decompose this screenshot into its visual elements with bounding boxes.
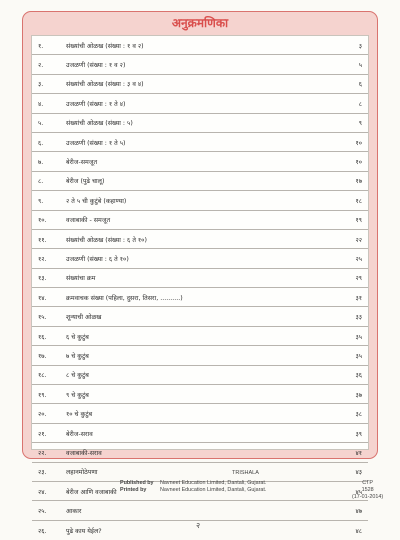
- row-topic: वजाबाकी-सराव: [66, 449, 102, 457]
- row-number: १६.: [38, 333, 47, 341]
- row-page: ४१: [355, 449, 362, 457]
- row-page: ३५: [355, 333, 362, 341]
- row-topic: उजळणी (संख्या : १ व २): [66, 62, 126, 70]
- row-number: २१.: [38, 430, 47, 438]
- table-row: [32, 404, 368, 423]
- row-page: २५: [355, 255, 362, 263]
- row-number: २५.: [38, 508, 47, 516]
- row-topic: २ ते ५ ची कुटुंबे (कहाण्या): [66, 197, 127, 205]
- row-number: २३.: [38, 469, 47, 477]
- row-number: ६.: [38, 139, 44, 147]
- row-topic: संख्यांची ओळख (संख्या : १ व २): [66, 42, 144, 50]
- row-topic: बेरीज-समजूत: [66, 159, 98, 167]
- row-number: १०.: [38, 217, 47, 225]
- table-row: [32, 172, 368, 191]
- table-row: [32, 385, 368, 404]
- row-number: १७.: [38, 352, 47, 360]
- ctp-date: (17-01-2014): [352, 494, 384, 500]
- table-row: [32, 288, 368, 307]
- row-page: ३५: [355, 352, 362, 360]
- published-label: Published by: [120, 480, 154, 486]
- row-page: १८: [355, 197, 362, 205]
- row-number: १८.: [38, 372, 47, 380]
- ctp-label: CTP: [362, 480, 373, 486]
- published-value: Navneet Education Limited, Dantali, Gujarat.: [160, 480, 267, 486]
- table-row: [32, 152, 368, 171]
- row-topic: शून्याची ओळख: [66, 314, 102, 322]
- row-topic: ६ चे कुटुंब: [66, 333, 89, 341]
- row-page: ४३: [355, 469, 362, 477]
- row-topic: ८ चे कुटुंब: [66, 372, 89, 380]
- ctp-number: 1528: [361, 487, 374, 493]
- page-number: २: [196, 521, 201, 530]
- row-topic: उजळणी (संख्या : १ ते ५): [66, 139, 126, 147]
- row-number: १५.: [38, 314, 47, 322]
- row-page: ३८: [355, 411, 362, 419]
- row-number: १४.: [38, 294, 47, 302]
- row-number: ९.: [38, 197, 44, 205]
- row-number: २२.: [38, 449, 47, 457]
- row-topic: संख्यांची ओळख (संख्या : ३ व ४): [66, 81, 144, 89]
- imprint-footer: [0, 468, 400, 538]
- row-topic: उजळणी (संख्या : ६ ते १०): [66, 255, 129, 263]
- row-page: ४५: [355, 488, 362, 496]
- table-row: [32, 55, 368, 74]
- row-page: १९: [355, 217, 362, 225]
- table-row: [32, 366, 368, 385]
- row-number: ११.: [38, 236, 47, 244]
- row-page: ५: [358, 62, 362, 70]
- row-number: २४.: [38, 488, 47, 496]
- print-code: [352, 480, 383, 501]
- table-row: [32, 307, 368, 326]
- row-page: ३६: [355, 372, 362, 380]
- table-row: [32, 346, 368, 365]
- row-page: ३१: [355, 294, 362, 302]
- row-topic: वजाबाकी - समजूत: [66, 217, 111, 225]
- row-number: ४.: [38, 100, 44, 108]
- table-row: [32, 133, 368, 152]
- row-number: ३.: [38, 81, 44, 89]
- row-page: ३: [358, 42, 362, 50]
- row-page: ३३: [355, 314, 362, 322]
- row-topic: ७ चे कुटुंब: [66, 352, 89, 360]
- row-number: १२.: [38, 255, 47, 263]
- row-number: ५.: [38, 120, 44, 128]
- row-page: ४७: [355, 508, 362, 516]
- table-row: [32, 327, 368, 346]
- row-topic: लहानमोठेपणा: [66, 469, 98, 477]
- brand-name: TRISHALA: [232, 470, 259, 476]
- row-number: २६.: [38, 527, 47, 535]
- table-row: [32, 424, 368, 443]
- row-topic: ९ चे कुटुंब: [66, 391, 89, 399]
- row-number: २०.: [38, 411, 47, 419]
- table-row: [32, 36, 368, 55]
- row-topic: १० चे कुटुंब: [66, 411, 93, 419]
- row-topic: आकार: [66, 508, 82, 516]
- row-number: १९.: [38, 391, 47, 399]
- row-page: ६: [358, 81, 362, 89]
- row-topic: बेरीज-सराव: [66, 430, 93, 438]
- row-page: १०: [355, 159, 362, 167]
- contents-title: अनुक्रमणिका: [171, 16, 229, 30]
- table-row: [32, 269, 368, 288]
- row-page: ३९: [355, 430, 362, 438]
- table-row: [32, 443, 368, 462]
- row-topic: पुढे काय येईल?: [66, 527, 102, 535]
- table-row: [32, 249, 368, 268]
- row-page: २९: [355, 275, 362, 283]
- row-topic: संख्यांची ओळख (संख्या : ६ ते १०): [66, 236, 147, 244]
- row-page: ४८: [355, 527, 362, 535]
- table-row: [32, 94, 368, 113]
- table-row: [32, 230, 368, 249]
- table-row: [32, 191, 368, 210]
- row-topic: संख्यांचा क्रम: [66, 275, 96, 283]
- row-topic: बेरीज (पुढे चालू): [66, 178, 105, 186]
- row-topic: बेरीज आणि वजाबाकी: [66, 488, 117, 496]
- row-page: १७: [355, 178, 362, 186]
- row-topic: क्रमवाचक संख्या (पहिला, दुसरा, तिसरा, ..........): [66, 294, 183, 302]
- printed-value: Navneet Education Limited, Dantali, Gujarat.: [160, 487, 267, 493]
- row-number: ७.: [38, 159, 44, 167]
- row-page: ३७: [355, 391, 362, 399]
- row-page: ९: [358, 120, 362, 128]
- row-page: ८: [358, 100, 362, 108]
- row-number: २.: [38, 62, 44, 70]
- row-number: १.: [38, 42, 44, 50]
- row-topic: उजळणी (संख्या : १ ते ४): [66, 100, 126, 108]
- row-number: ८.: [38, 178, 44, 186]
- row-page: १०: [355, 139, 362, 147]
- row-topic: संख्यांची ओळख (संख्या : ५): [66, 120, 133, 128]
- table-row: [32, 211, 368, 230]
- row-number: १३.: [38, 275, 47, 283]
- row-page: २२: [355, 236, 362, 244]
- printed-label: Printed by: [120, 487, 147, 493]
- publisher-info: [120, 480, 266, 494]
- table-row: [32, 114, 368, 133]
- table-row: [32, 75, 368, 94]
